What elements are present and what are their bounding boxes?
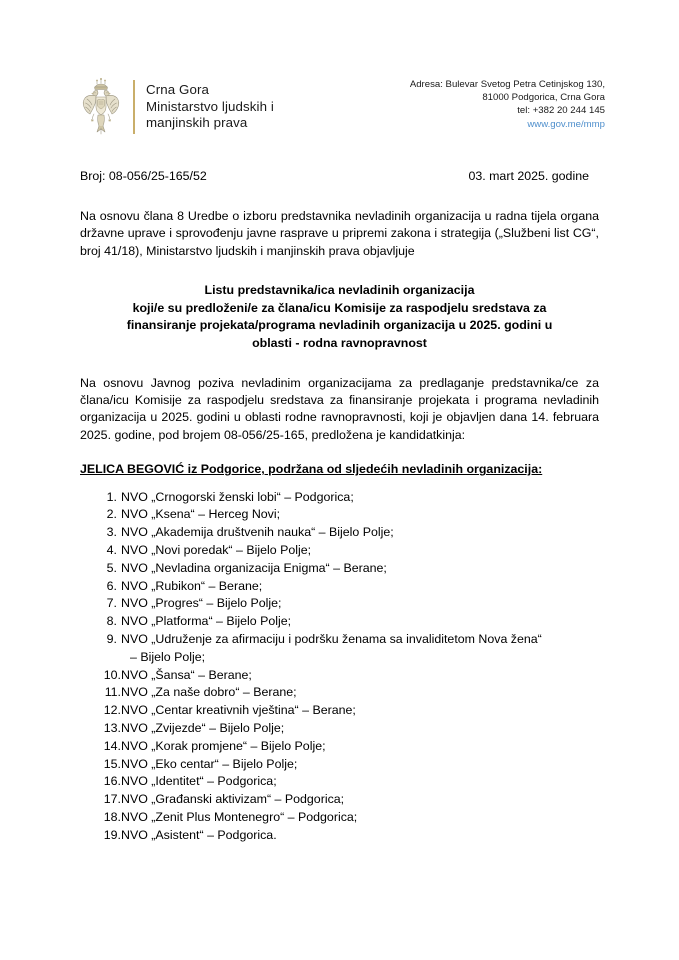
- list-item-text: [121, 560, 599, 578]
- country-name: Crna Gora: [146, 82, 209, 98]
- list-item-number: 9.: [106, 632, 117, 646]
- title-line-1: Listu predstavnika/ica nevladinih organizacija: [204, 283, 475, 298]
- ministry-letterhead: [76, 76, 274, 138]
- list-item-text-line: NVO „Korak promjene“ – Bijelo Polje;: [121, 738, 326, 753]
- list-item-number: 18.: [103, 809, 121, 824]
- list-item-text-line: NVO „Eko centar“ – Bijelo Polje;: [121, 756, 298, 771]
- list-item-number: 7.: [106, 596, 117, 611]
- list-item-text: [121, 578, 599, 596]
- list-item-text: [121, 791, 599, 809]
- list-item: [80, 773, 599, 791]
- list-item-text-line: NVO „Rubikon“ – Berane;: [121, 578, 263, 593]
- title-line-3: finansiranje projekata/programa nevladinih organizacija u 2025. godini u: [126, 318, 553, 333]
- list-item: [80, 631, 599, 667]
- list-item-text-line: NVO „Centar kreativnih vještina“ – Berane;: [121, 703, 356, 718]
- list-item: [80, 489, 599, 507]
- candidate-heading: JELICA BEGOVIĆ iz Podgorice, podržana od sljedećih nevladinih organizacija:: [80, 462, 543, 477]
- list-item-number: 17.: [103, 792, 121, 807]
- list-item-text-line: NVO „Platforma“ – Bijelo Polje;: [121, 614, 292, 629]
- list-item: [80, 702, 599, 720]
- document-body: [80, 208, 599, 845]
- list-item: [80, 506, 599, 524]
- list-item-text-line: NVO „Nevladina organizacija Enigma“ – Berane;: [121, 560, 387, 575]
- list-item-text-line: NVO „Zvijezde“ – Bijelo Polje;: [121, 720, 285, 735]
- list-item-text: [121, 720, 599, 738]
- ministry-name-line-2: manjinskih prava: [146, 115, 248, 131]
- list-item-text: [121, 702, 599, 720]
- list-item-text-line: NVO „Zenit Plus Montenegro“ – Podgorica;: [121, 809, 358, 824]
- list-item-number: 4.: [106, 543, 117, 558]
- spacer: [80, 353, 599, 375]
- list-item-number: 5.: [106, 560, 117, 575]
- coat-of-arms-icon: [76, 76, 126, 138]
- list-item-text-line: NVO „Za naše dobro“ – Berane;: [121, 685, 297, 700]
- website-link[interactable]: www.gov.me/mmp: [527, 118, 605, 130]
- list-item-text-line: NVO „Crnogorski ženski lobi“ – Podgorica;: [121, 489, 354, 504]
- list-item-text: [121, 667, 599, 685]
- list-item-text-line: NVO „Građanski aktivizam“ – Podgorica;: [121, 792, 345, 807]
- list-item-number: 11.: [104, 685, 121, 700]
- list-item-text: [121, 827, 599, 845]
- list-item: [80, 595, 599, 613]
- list-item-number: 16.: [103, 774, 121, 789]
- list-item-text: [121, 506, 599, 524]
- spacer: [80, 444, 599, 461]
- header-divider: [133, 80, 135, 134]
- list-item-number: 3.: [106, 525, 117, 540]
- list-item: [80, 524, 599, 542]
- title-line-4: oblasti - rodna ravnopravnost: [252, 336, 427, 350]
- list-item-text-line: NVO „Asistent“ – Podgorica.: [121, 827, 277, 842]
- list-item-text: [121, 542, 599, 560]
- list-item-number: 15.: [103, 756, 121, 771]
- list-item-text: [121, 524, 599, 542]
- list-item-text-line: NVO „Novi poredak“ – Bijelo Polje;: [121, 543, 312, 558]
- list-item-text-line: NVO „Identitet“ – Podgorica;: [121, 774, 277, 789]
- letterhead-header: [0, 72, 679, 142]
- list-item: [80, 738, 599, 756]
- document-title: [80, 282, 599, 352]
- reference-number: Broj: 08-056/25-165/52: [80, 169, 207, 183]
- list-item-text: [121, 684, 599, 702]
- list-item-text: [121, 595, 599, 613]
- body-paragraph: Na osnovu Javnog poziva nevladinim organizacijama za predlaganje predstavnika/ce za člana/icu Komisije za raspodjelu sredstava za finansiranje projekata i programa nevladinih organizacija u 2025. godini u oblasti rodne ravnopravnosti, koji je objavljen dana 14. februara 2025. godine, pod brojem 08-056/25-165, predložena je kandidatkinja:: [80, 375, 599, 442]
- list-item: [80, 756, 599, 774]
- list-item: [80, 791, 599, 809]
- intro-paragraph: Na osnovu člana 8 Uredbe o izboru predstavnika nevladinih organizacija u radna tijela organa državne uprave i sprovođenju javne rasprave u pripremi zakona i strategija („Službeni list CG“, broj 41/18), Ministarstvo ljudskih i manjinskih prava objavljuje: [80, 209, 599, 258]
- list-item-number: 13.: [103, 720, 121, 735]
- list-item: [80, 684, 599, 702]
- spacer: [80, 260, 599, 282]
- list-item-number: 12.: [103, 703, 121, 718]
- ministry-name-block: [146, 82, 274, 132]
- list-item: [80, 827, 599, 845]
- list-item-text-line: NVO „Progres“ – Bijelo Polje;: [121, 596, 282, 611]
- address-block: [410, 78, 605, 131]
- address-city: 81000 Podgorica, Crna Gora: [482, 92, 605, 104]
- list-item-number: 8.: [106, 614, 117, 629]
- list-item-number: 10.: [103, 667, 121, 682]
- list-item-text: [121, 613, 599, 631]
- address-phone: tel: +382 20 244 145: [517, 105, 605, 117]
- spacer: [80, 479, 599, 489]
- list-item-number: 19.: [103, 827, 121, 842]
- title-line-2: koji/e su predloženi/e za člana/icu Komisije za raspodjelu sredstava za: [132, 300, 547, 315]
- document-date: 03. mart 2025. godine: [468, 169, 589, 183]
- ministry-name-line-1: Ministarstvo ljudskih i: [146, 98, 274, 114]
- list-item-text: [121, 631, 599, 667]
- list-item-number: 2.: [106, 507, 117, 522]
- list-item-number: 6.: [106, 578, 117, 593]
- list-item-text-continuation: – Bijelo Polje;: [130, 649, 206, 664]
- address-street: Adresa: Bulevar Svetog Petra Cetinjskog 130,: [409, 79, 605, 90]
- list-item-text: [121, 738, 599, 756]
- list-item: [80, 560, 599, 578]
- list-item-text: [121, 809, 599, 827]
- list-item: [80, 667, 599, 685]
- list-item: [80, 542, 599, 560]
- list-item-text-line: NVO „Šansa“ – Berane;: [121, 667, 252, 682]
- document-meta-row: [80, 168, 599, 184]
- list-item: [80, 720, 599, 738]
- list-item: [80, 578, 599, 596]
- list-item: [80, 613, 599, 631]
- list-item-text: [121, 756, 599, 774]
- list-item-text-line: NVO „Ksena“ – Herceg Novi;: [121, 507, 281, 522]
- organization-list: [80, 489, 599, 845]
- list-item-text: [121, 489, 599, 507]
- list-item-text: [121, 773, 599, 791]
- list-item-text-line: NVO „Akademija društvenih nauka“ – Bijelo Polje;: [121, 525, 394, 540]
- list-item-number: 14.: [103, 738, 121, 753]
- list-item: [80, 809, 599, 827]
- list-item-number: 1.: [106, 489, 117, 504]
- list-item-text-line: NVO „Udruženje za afirmaciju i podršku ženama sa invaliditetom Nova žena“: [121, 632, 542, 646]
